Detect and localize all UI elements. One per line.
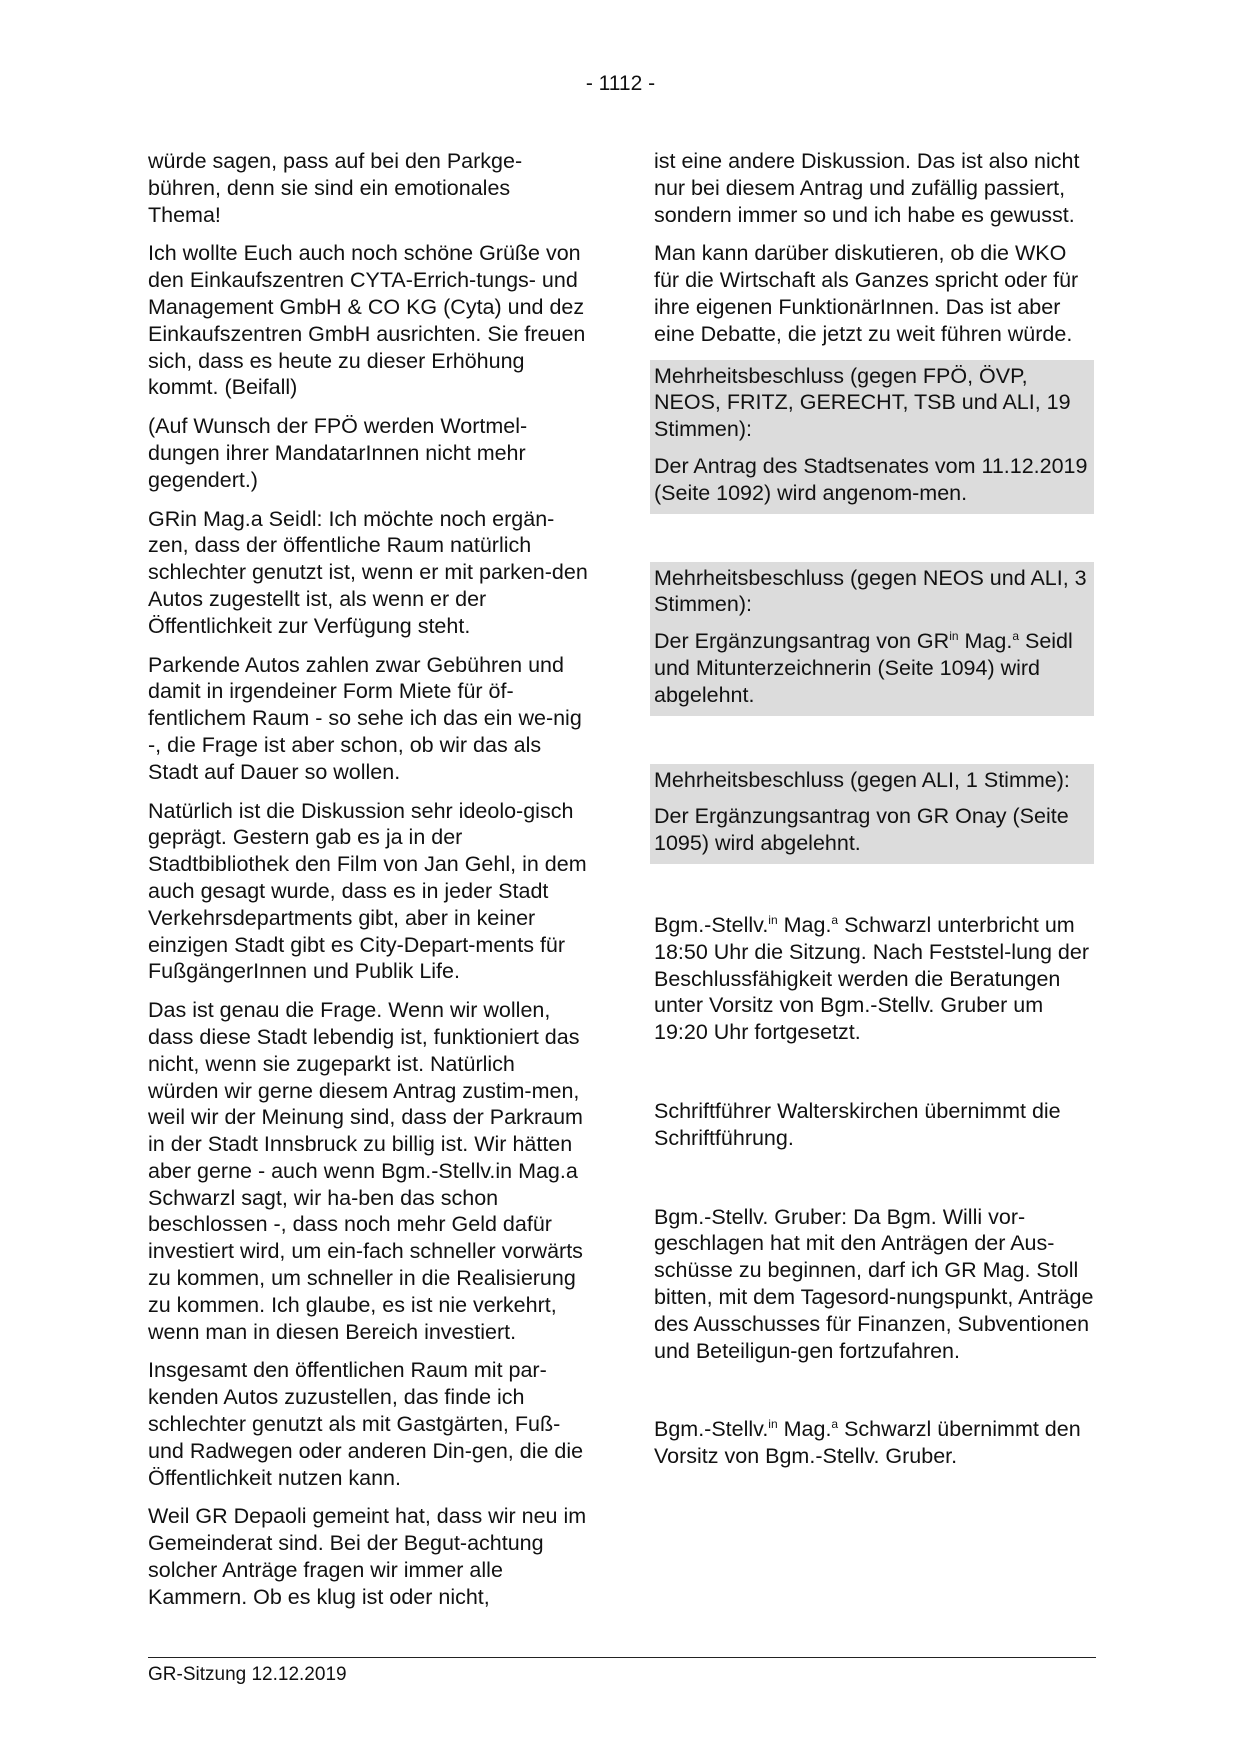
procedural-note: Bgm.-Stellv.$^{in}$ Mag.$^a$ Schwarzl übernimmt den Vorsitz von Bgm.-Stellv. Gruber. — [654, 1417, 1081, 1469]
footer-divider — [148, 1657, 1096, 1658]
paragraph: Man kann darüber diskutieren, ob die WKO für die Wirtschaft als Ganzes spricht oder für ihre eigenen FunktionärInnen. Das ist aber eine Debatte, die jetzt zu weit führen würde. — [654, 241, 1079, 346]
resolution-text: Der Ergänzungsantrag von $GR^{in}$ Mag.$^a$ Seidl und Mitunterzeichnerin (Seite 1094) wird abgelehnt. — [654, 629, 1073, 707]
resolution-heading: Mehrheitsbeschluss (gegen ALI, 1 Stimme): — [654, 767, 1070, 792]
paragraph: Natürlich ist die Diskussion sehr ideolo-gisch geprägt. Gestern gab es ja in der Stadtbibliothek den Film von Jan Gehl, in dem auch gesagt wurde, dass es in jeder Stadt Verkehrsdepartments gibt, aber in keiner einzigen Stadt gibt es City-Depart-ments für FußgängerInnen und Publik Life. — [148, 798, 587, 984]
paragraph: Ich wollte Euch auch noch schöne Grüße von den Einkaufszentren CYTA-Errich-tungs- und Management GmbH & CO KG (Cyta) und dez Einkaufszentren GmbH ausrichten. Sie freuen sich, dass es heute zu dieser Erhöhung kommt. (Beifall) — [148, 241, 586, 400]
resolution-heading: Mehrheitsbeschluss (gegen NEOS und ALI, 3 Stimmen): — [654, 565, 1087, 617]
left-column — [148, 148, 588, 1623]
paragraph: Das ist genau die Frage. Wenn wir wollen, dass diese Stadt lebendig ist, funktioniert das nicht, wenn sie zugeparkt ist. Natürlich würden wir gerne diesem Antrag zustim-men, weil wir der Meinung sind, dass der Parkraum in der Stadt Innsbruck zu billig ist. Wir hätten aber gerne - auch wenn Bgm.-Stellv.in Mag.a Schwarzl sagt, wir ha-ben das schon beschlossen -, dass noch mehr Geld dafür investiert wird, um ein-fach schneller vorwärts zu kommen, um schneller in die Realisierung zu kommen. Ich glaube, es ist nie verkehrt, wenn man in diesen Bereich investiert. — [148, 998, 583, 1344]
paragraph: Bgm.-Stellv. Gruber: Da Bgm. Willi vor-geschlagen hat mit den Anträgen der Aus-schüsse zu beginnen, darf ich GR Mag. Stoll bitten, mit dem Tagesord-nungspunkt, Anträge des Ausschusses für Finanzen, Subventionen und Beteiligun-gen fortzufahren. — [654, 1204, 1094, 1363]
page-number: - 1112 - — [585, 72, 656, 95]
paragraph: GRin Mag.a Seidl: Ich möchte noch ergän-zen, dass der öffentliche Raum natürlich schlechter genutzt ist, wenn er mit parken-den Autos zugestellt ist, als wenn er der Öffentlichkeit zur Verfügung steht. — [148, 506, 588, 638]
resolution-box — [650, 562, 1094, 716]
paragraph: Weil GR Depaoli gemeint hat, dass wir neu im Gemeinderat sind. Bei der Begut-achtung solcher Anträge fragen wir immer alle Kammern. Ob es klug ist oder nicht, — [148, 1504, 587, 1609]
footer-text: GR-Sitzung 12.12.2019 — [148, 1664, 347, 1685]
paragraph: Insgesamt den öffentlichen Raum mit par-kenden Autos zuzustellen, das finde ich schlechter genutzt als mit Gastgärten, Fuß- und Radwegen oder anderen Din-gen, die die Öffentlichkeit nutzen kann. — [148, 1358, 584, 1490]
procedural-note: Schriftführer Walterskirchen übernimmt die Schriftführung. — [654, 1098, 1061, 1150]
resolution-text: Der Ergänzungsantrag von GR Onay (Seite 1095) wird abgelehnt. — [654, 804, 1069, 856]
paragraph: (Auf Wunsch der FPÖ werden Wortmel-dungen ihrer MandatarInnen nicht mehr gegendert.) — [148, 414, 528, 492]
paragraph: Parkende Autos zahlen zwar Gebühren und damit in irgendeiner Form Miete für öf-fentlichem Raum - so sehe ich das ein we-nig -, die Frage ist aber schon, ob wir das als Stadt auf Dauer so wollen. — [148, 652, 582, 784]
resolution-box — [650, 764, 1094, 864]
resolution-heading: Mehrheitsbeschluss (gegen FPÖ, ÖVP, NEOS, FRITZ, GERECHT, TSB und ALI, 19 Stimmen): — [654, 363, 1071, 442]
procedural-note: Bgm.-Stellv.$^{in}$ Mag.$^a$ Schwarzl unterbricht um 18:50 Uhr die Sitzung. Nach Feststel-lung der Beschlussfähigkeit werden die Beratungen unter Vorsitz von Bgm.-Stellv. Gruber um 19:20 Uhr fortgesetzt. — [654, 912, 1090, 1045]
resolution-box — [650, 360, 1094, 514]
paragraph: ist eine andere Diskussion. Das ist also nicht nur bei diesem Antrag und zufällig passiert, sondern immer so und ich habe es gewusst. — [654, 149, 1080, 227]
resolution-text: Der Antrag des Stadtsenates vom 11.12.2019 (Seite 1092) wird angenom-men. — [654, 453, 1088, 505]
right-column — [654, 148, 1094, 1482]
paragraph: würde sagen, pass auf bei den Parkge-bühren, denn sie sind ein emotionales Thema! — [148, 149, 523, 227]
